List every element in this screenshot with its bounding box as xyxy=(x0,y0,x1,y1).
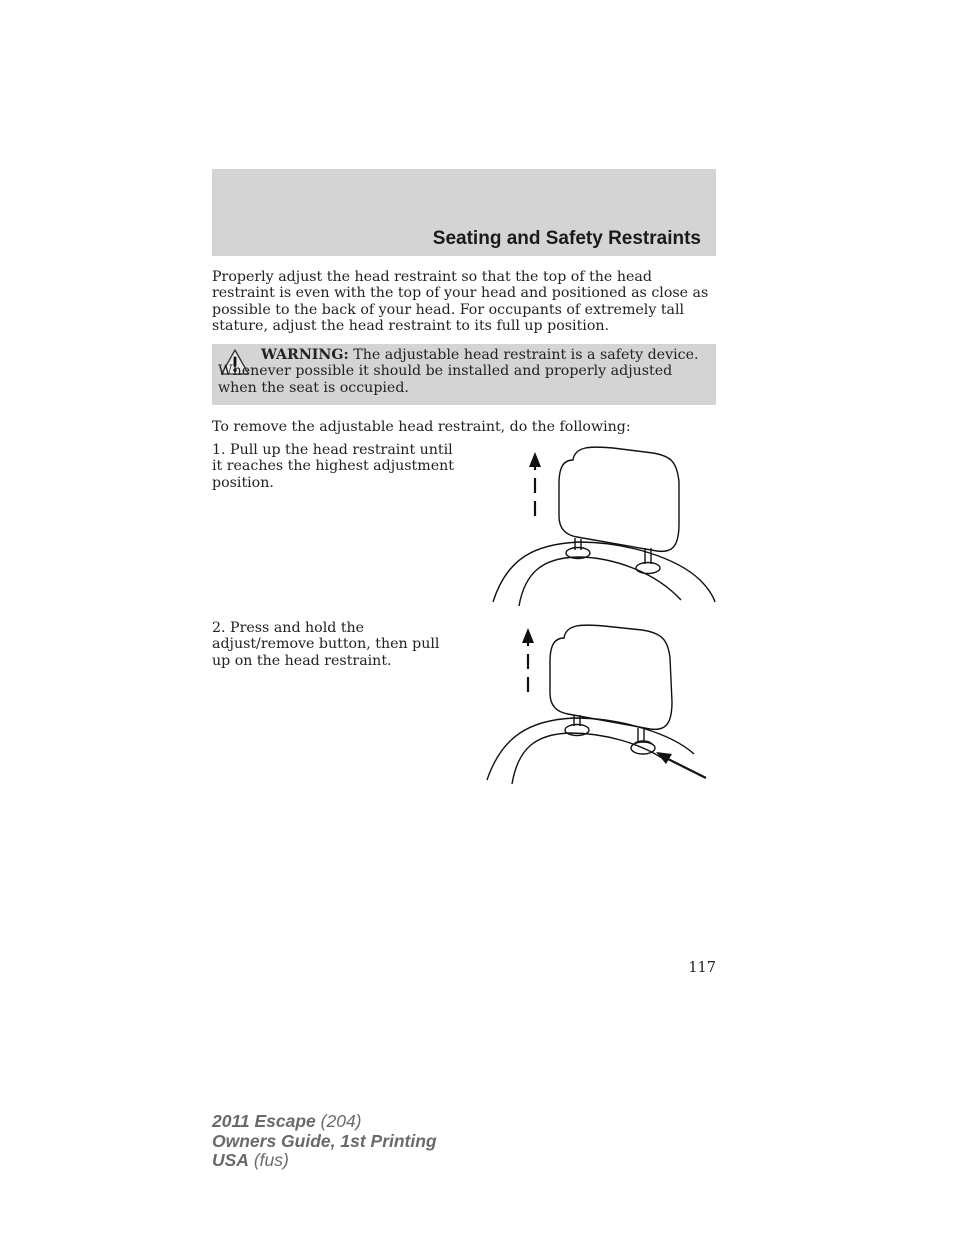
step-1-text: 1. Pull up the head restraint until it reaches the highest adjustment position. xyxy=(212,442,454,491)
head-restraint-shape xyxy=(550,625,672,729)
warning-body: The adjustable head restraint is a safety device. Whenever possible it should be installed and properly adjusted when the seat is occupied. xyxy=(218,347,699,396)
footer-market-code: (fus) xyxy=(248,1150,289,1170)
head-restraint-shape xyxy=(559,447,679,551)
post-guide-sleeve xyxy=(636,563,660,574)
warning-box xyxy=(212,344,716,405)
intro-paragraph: Properly adjust the head restraint so that the top of the head restraint is even with the top of your head and positioned as close as possible to the back of your head. For occupants of extremely tall stature, adjust the head restraint to its full up position. xyxy=(212,269,709,335)
step-2-text: 2. Press and hold the adjust/remove button, then pull up on the head restraint. xyxy=(212,620,440,669)
footer-model-code: (204) xyxy=(315,1111,362,1131)
footer-print-info xyxy=(212,1112,437,1171)
footer-market: USA xyxy=(212,1150,249,1170)
head-restraint-pull-up-illustration xyxy=(485,440,720,608)
head-restraint-remove-illustration xyxy=(482,618,717,786)
warning-label: WARNING: xyxy=(261,347,349,363)
up-arrow-icon xyxy=(529,452,541,467)
remove-intro: To remove the adjustable head restraint, do the following: xyxy=(212,419,631,435)
page-number: 117 xyxy=(688,960,716,976)
warning-text xyxy=(218,347,706,396)
section-header-band xyxy=(212,169,716,256)
section-title: Seating and Safety Restraints xyxy=(432,228,701,249)
up-arrow-icon xyxy=(522,628,534,643)
button-pointer-arrow xyxy=(666,758,706,778)
footer-guide-edition: Owners Guide, 1st Printing xyxy=(212,1130,437,1151)
footer-model: 2011 Escape xyxy=(212,1111,316,1131)
pointer-arrow-head-icon xyxy=(656,752,672,764)
seat-back-outline xyxy=(493,542,715,602)
